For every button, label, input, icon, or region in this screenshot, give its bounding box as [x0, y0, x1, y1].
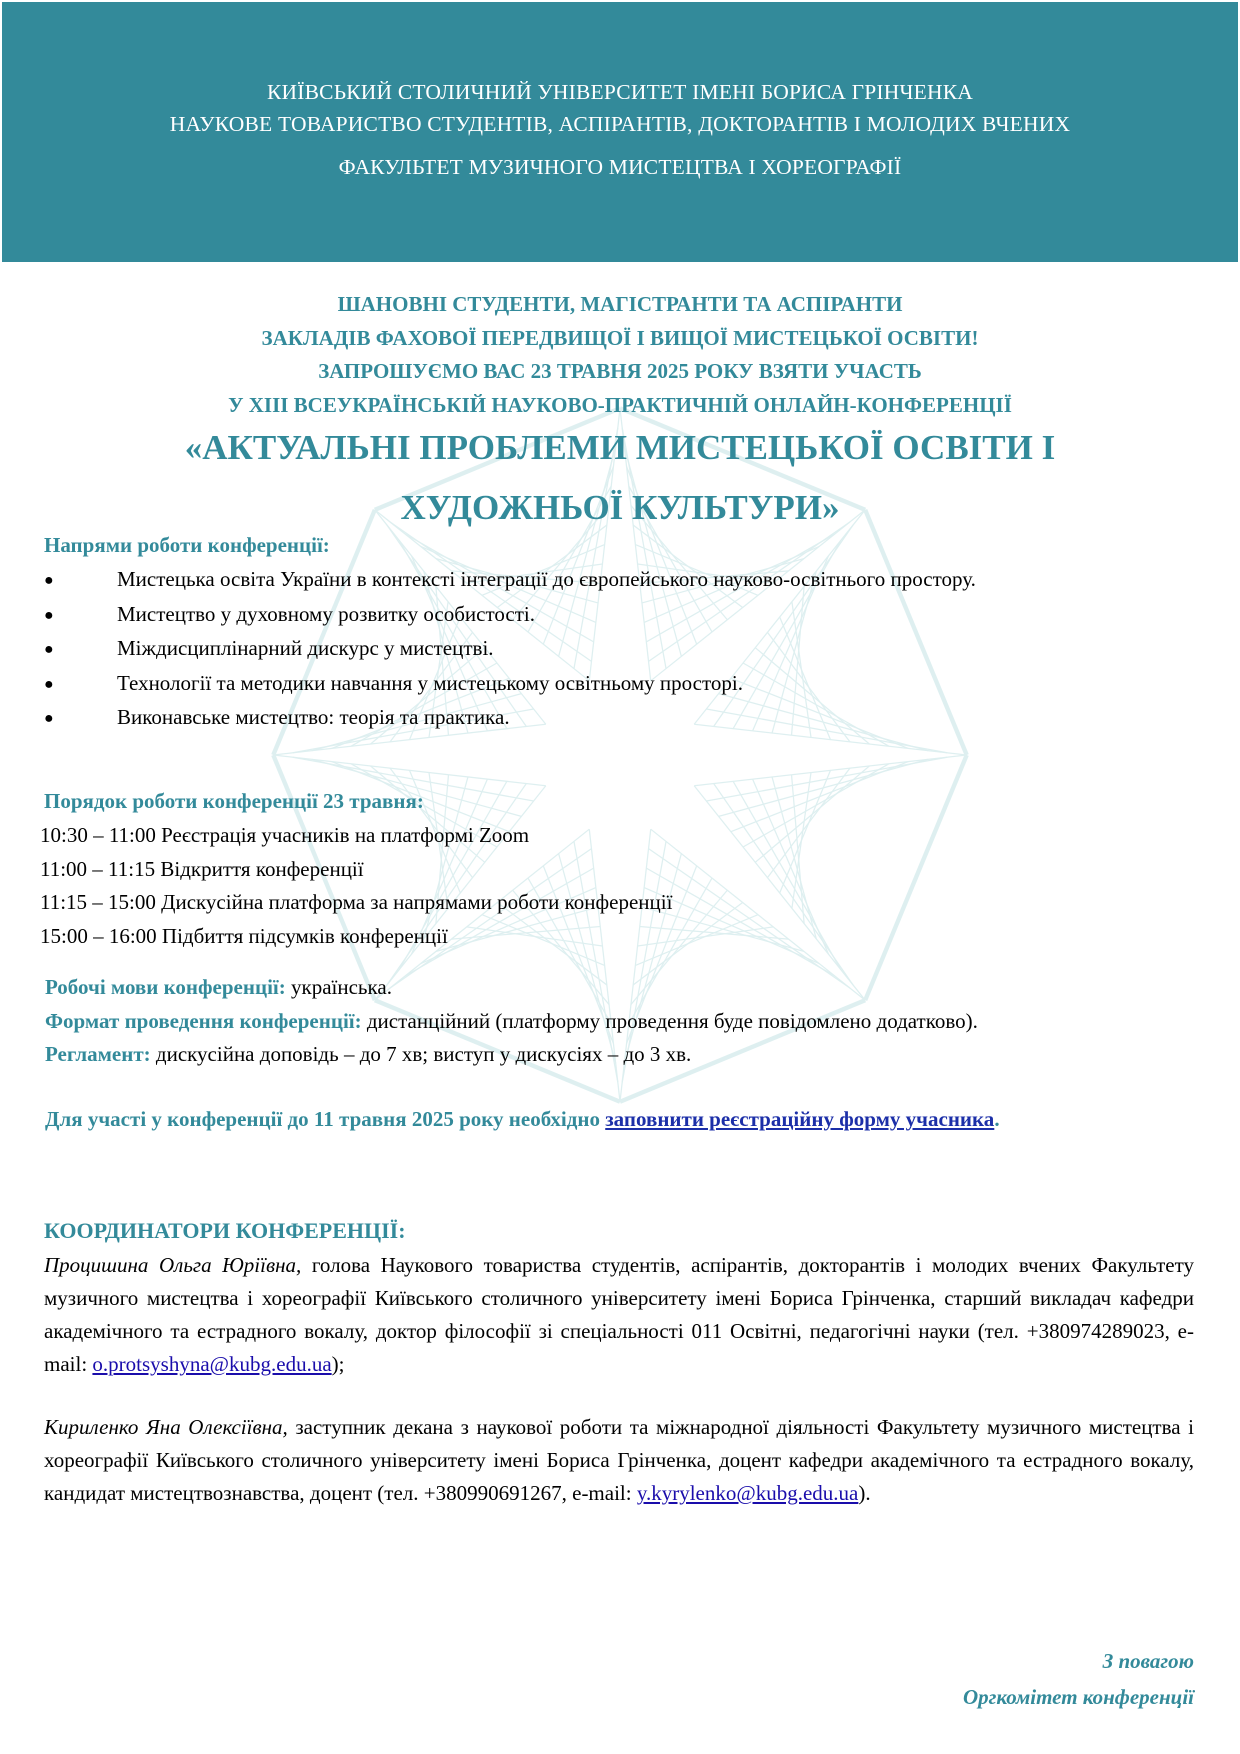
coordinator-entry	[44, 1411, 1194, 1510]
watermark-string	[694, 755, 967, 786]
watermark-string	[706, 709, 947, 753]
closing-signature	[963, 1643, 1194, 1715]
format-label: Формат проведення конференції:	[45, 1008, 362, 1033]
coordinator-description: голова Наукового товариства студентів, аспірантів, докторантів і молодих вчених Факультету музичного мистецтва і хореографії Київського столичного університету імені Бориса Грінченка, старший викладач кафедри академічного та естрадного вокалу, доктор філософії зі спеціальності 011 Освітні, педагогічні науки (тел. +380974289023, e-mail:	[44, 1253, 1195, 1376]
watermark-string	[733, 781, 841, 969]
schedule-event: Підбиття підсумків конференції	[161, 923, 448, 948]
watermark-string	[755, 648, 869, 744]
bullet-icon: ●	[44, 675, 54, 693]
languages-row	[45, 975, 978, 1009]
schedule-time: 11:00 – 11:15	[40, 856, 156, 881]
schedule-row	[40, 924, 672, 958]
watermark-string	[694, 724, 967, 755]
watermark-string	[767, 632, 849, 741]
schedule-event: Дискусійна платформа за напрямами роботи конференції	[161, 890, 673, 914]
schedule-row	[40, 890, 672, 924]
watermark-string	[694, 786, 865, 1000]
bullet-icon: ●	[44, 710, 54, 727]
schedule-list	[40, 823, 672, 957]
coordinator-email-link[interactable]: y.kyrylenko@kubg.edu.ua	[636, 1481, 859, 1505]
schedule-time: 11:15 – 15:00	[40, 890, 156, 914]
watermark-string	[719, 694, 928, 751]
schedule-event: Реєстрація учасників на платформі Zoom	[161, 823, 530, 847]
schedule-time: 15:00 – 16:00	[40, 923, 157, 948]
format-value: дистанційний (платформу проведення буде повідомлено додатково).	[361, 1008, 978, 1033]
watermark-string	[767, 768, 849, 877]
watermark-string	[273, 755, 546, 786]
languages-label: Робочі мови конференції:	[45, 975, 286, 999]
conference-info	[45, 975, 978, 1076]
conference-title	[0, 418, 1240, 538]
watermark-edge	[865, 510, 967, 755]
watermark-string	[792, 602, 811, 738]
bullet-icon: ●	[44, 606, 54, 624]
closing-committee: Оргкомітет конференції	[962, 1685, 1194, 1709]
watermark-string	[755, 766, 869, 862]
rules-row	[45, 1042, 978, 1076]
registration-form-link[interactable]: заповнити реєстраційну форму учасника	[605, 1107, 995, 1131]
watermark-string	[772, 571, 816, 733]
watermark-string	[646, 868, 834, 976]
coordinator-end: );	[331, 1352, 345, 1376]
coordinator-description: заступник декана з наукової роботи та міжнародної діяльності Факультету музичного мистецтва і хореографії Київського столичного університету імені Бориса Грінченка, доцент кафедри академічного та естрадного вокалу, кандидат мистецтвознавства, доцент (тел. +380990691267, e-mail:	[44, 1415, 1195, 1505]
schedule-time: 10:30 – 11:00	[40, 823, 156, 847]
watermark-string	[792, 773, 811, 909]
coordinator-entry	[44, 1249, 1194, 1381]
conference-title-line: ХУДОЖНЬОЇ КУЛЬТУРИ»	[400, 488, 840, 527]
closing-regards: З повагою	[1102, 1649, 1194, 1673]
watermark-string	[753, 779, 829, 954]
coordinator-end: ).	[858, 1481, 871, 1505]
invitation-line: У ХІІІ ВСЕУКРАЇНСЬКІЙ НАУКОВО-ПРАКТИЧНІЙ ОНЛАЙН-КОНФЕРЕНЦІЇ	[228, 392, 1012, 417]
watermark-string	[792, 586, 805, 735]
direction-text: Мистецька освіта України в контексті інтеграції до європейського науково-освітнього простору.	[117, 567, 976, 591]
schedule-heading: Порядок роботи конференції 23 травня:	[44, 789, 424, 813]
watermark-string	[731, 762, 909, 832]
faculty-name: ФАКУЛЬТЕТ МУЗИЧНОГО МИСТЕЦТВА І ХОРЕОГРАФІЇ	[338, 155, 902, 179]
direction-text: Технології та методики навчання у мистецькому освітньому просторі.	[117, 670, 743, 695]
direction-text: Мистецтво у духовному розвитку особистості.	[117, 601, 535, 626]
registration-text: Для участі у конференції до 11 травня 2025 року необхідно	[45, 1107, 606, 1131]
watermark-string	[772, 777, 816, 939]
rules-label: Регламент:	[45, 1042, 151, 1066]
languages-value: українська.	[285, 975, 392, 999]
invitation-line: ЗАКЛАДІВ ФАХОВОЇ ПЕРЕДВИЩОЇ І ВИЩОЇ МИСТЕЦЬКОЇ ОСВІТИ!	[261, 325, 979, 350]
header-banner	[2, 2, 1238, 262]
schedule-row	[40, 823, 672, 857]
coordinator-name: Процишина Ольга Юріївна,	[44, 1253, 302, 1277]
watermark-string	[719, 759, 928, 816]
format-row	[45, 1009, 978, 1043]
watermark-string	[780, 617, 831, 740]
watermark-string	[731, 678, 909, 748]
bullet-icon: ●	[44, 572, 54, 589]
watermark-edge	[865, 755, 967, 1000]
coordinators-heading: КООРДИНАТОРИ КОНФЕРЕНЦІЇ:	[44, 1218, 406, 1243]
university-name: КИЇВСЬКИЙ СТОЛИЧНИЙ УНІВЕРСИТЕТ ІМЕНІ БОРИСА ГРІНЧЕНКА	[267, 80, 973, 104]
direction-text: Виконавське мистецтво: теорія та практика.	[117, 705, 510, 729]
schedule-row	[40, 857, 672, 891]
society-name: НАУКОВЕ ТОВАРИСТВО СТУДЕНТІВ, АСПІРАНТІВ, ДОКТОРАНТІВ І МОЛОДИХ ВЧЕНИХ	[169, 112, 1071, 136]
watermark-string	[706, 757, 947, 801]
invitation-line: ЗАПРОШУЄМО ВАС 23 ТРАВНЯ 2025 РОКУ ВЗЯТИ УЧАСТЬ	[318, 359, 922, 383]
registration-end: .	[994, 1107, 1000, 1131]
bullet-icon: ●	[44, 641, 54, 658]
schedule-event: Відкриття конференції	[160, 856, 364, 881]
direction-text: Міждисциплінарний дискурс у мистецтві.	[117, 636, 494, 660]
watermark-string	[792, 775, 805, 924]
watermark-string	[743, 764, 889, 847]
coordinator-name: Кириленко Яна Олексіївна,	[44, 1415, 288, 1439]
invitation-block	[0, 288, 1240, 422]
watermark-string	[714, 784, 853, 985]
watermark-string	[714, 525, 853, 726]
invitation-line: ШАНОВНІ СТУДЕНТИ, МАГІСТРАНТИ ТА АСПІРАНТИ	[337, 292, 903, 316]
directions-heading: Напрями роботи конференції:	[44, 533, 330, 557]
conference-title-line: «АКТУАЛЬНІ ПРОБЛЕМИ МИСТЕЦЬКОЇ ОСВІТИ І	[184, 428, 1056, 467]
watermark-string	[649, 849, 850, 988]
coordinator-email-link[interactable]: o.protsyshyna@kubg.edu.ua	[92, 1352, 332, 1376]
registration-note	[45, 1107, 1000, 1132]
rules-value: дискусійна доповідь – до 7 хв; виступ у дискусіях – до 3 хв.	[150, 1042, 692, 1066]
watermark-string	[780, 770, 831, 893]
watermark-string	[743, 663, 889, 746]
